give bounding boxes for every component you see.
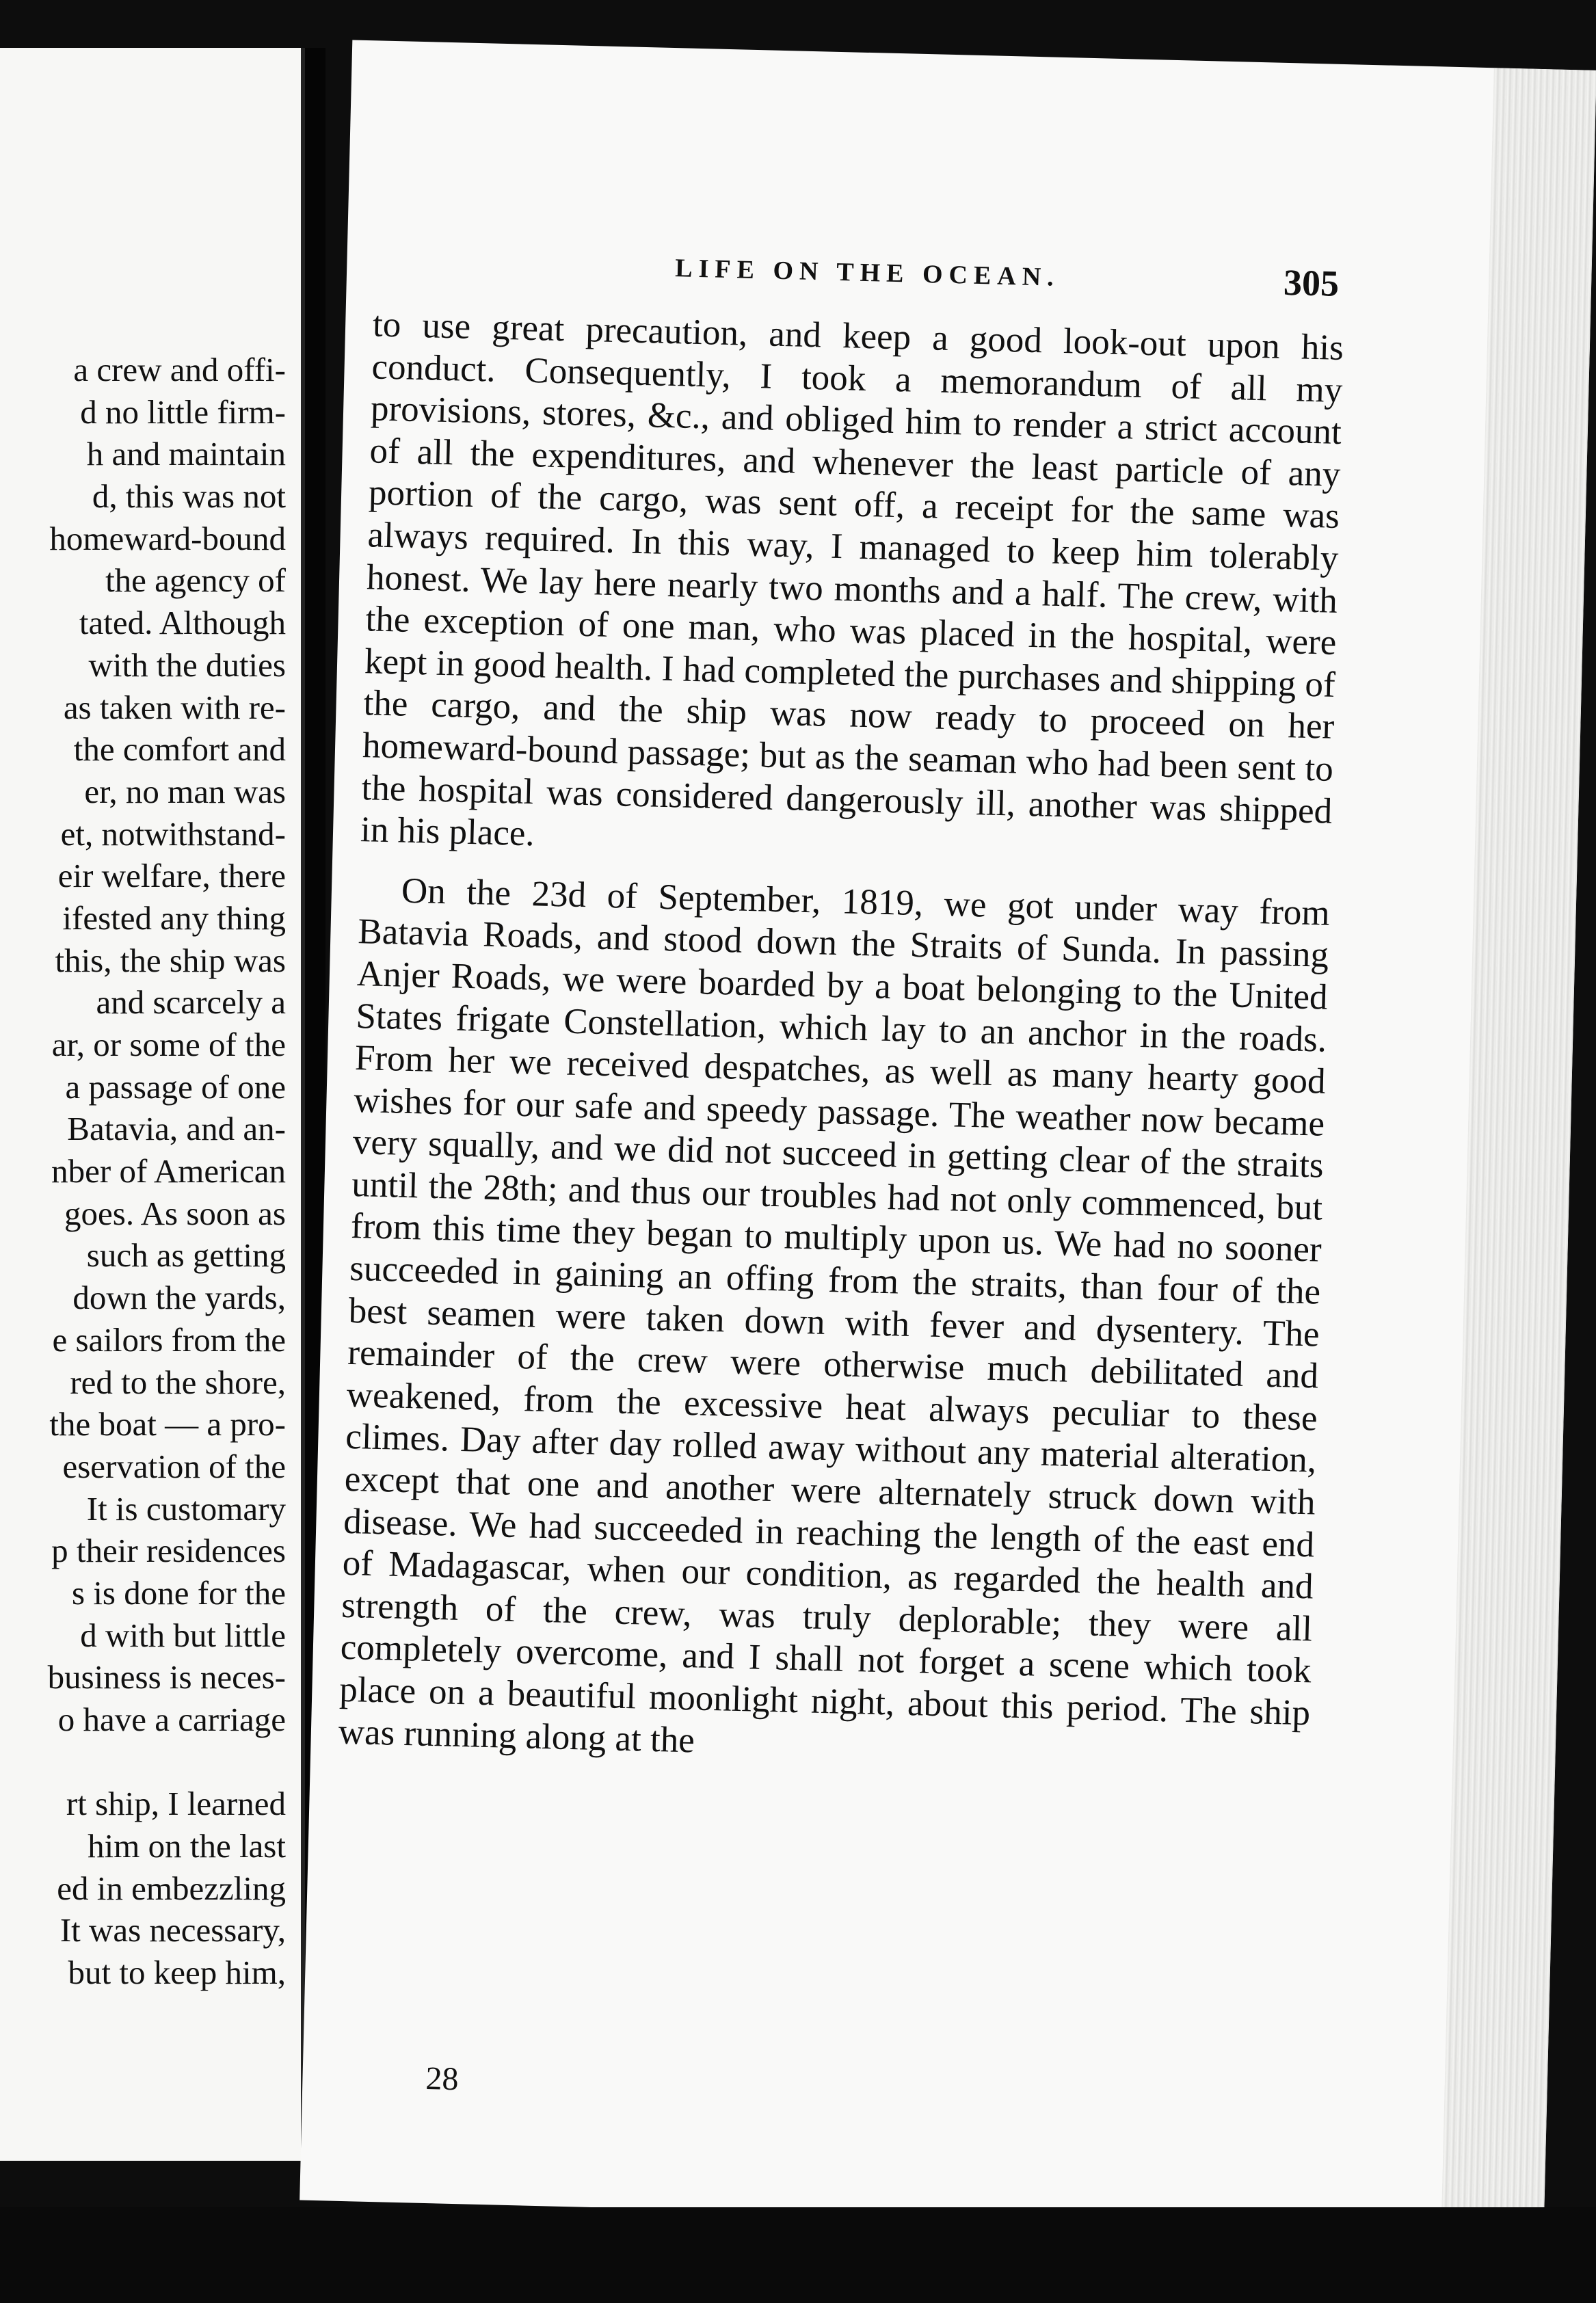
left-page-line: It is customary xyxy=(86,1489,286,1528)
left-page-line: and scarcely a xyxy=(96,983,286,1022)
left-page-line: o have a carriage xyxy=(57,1701,286,1738)
left-page-line: nber of American xyxy=(51,1152,286,1190)
left-page-line: d with but little xyxy=(80,1616,286,1654)
page-edge xyxy=(1441,68,1596,2231)
left-page-line: the comfort and xyxy=(73,730,286,769)
left-page-line: ifested any thing xyxy=(62,898,286,937)
left-page-line: er, no man was xyxy=(84,772,286,810)
left-page-line: business is neces- xyxy=(47,1658,286,1696)
left-page-line: ar, or some of the xyxy=(51,1026,286,1063)
left-page-line: et, notwithstand- xyxy=(60,814,286,853)
left-page-line: eservation of the xyxy=(62,1447,286,1485)
bottom-shadow xyxy=(0,2207,1596,2303)
left-page-line: but to keep him, xyxy=(68,1954,286,1992)
left-page-line: It was necessary, xyxy=(59,1911,286,1949)
left-page-line: with the duties xyxy=(88,645,286,684)
left-page-line: tated. Although xyxy=(79,604,286,642)
running-head: LIFE ON THE OCEAN. xyxy=(674,254,1061,292)
left-page-line: rt ship, I learned xyxy=(66,1785,286,1823)
left-page-line: him on the last xyxy=(88,1827,286,1865)
paragraph: On the 23d of September, 1819, we got under way from Batavia Roads, and stood down the Straits of Sunda. In passing Anjer Roads, we were boarded by a boat belonging to the United States frigate Constellation, which lay to an anchor in the roads. From her we received despatches, as well as many hearty good wishes for our safe and speedy passage. The weather now became very squally, and we did not succeed in getting clear of the straits until the 28th; and thus our troubles had not only commenced, but from this time they began to multiply upon us. We had no sooner succeeded in gaining an offing from the straits, than four of the best seamen were taken down with fever and dysentery. The remainder of the crew were otherwise much debilitated and weakened, from the excessive heat always peculiar to these climes. Day after day rolled away without any material alteration, except that one and another were alternately struck down with disease. We had succeeded in reaching the length of the east end of Madagascar, when our condition, as regarded the health and strength of the crew, was truly deplorable; they were all completely overcome, and I shall not forget a scene which took place on a beautiful moonlight night, about this period. The ship was running along at the xyxy=(338,870,1331,1761)
left-page-line: ed in embezzling xyxy=(57,1869,286,1907)
left-page-line: h and maintain xyxy=(86,435,286,473)
left-page-line: down the yards, xyxy=(72,1279,286,1317)
paragraph: to use great precaution, and keep a good look-out upon his conduct. Consequently, I took a memorandum of all my provisions, stores, &c., and obliged him to render a strict account of all the expenditures, and whenever the least particle of any portion of the cargo, was sent off, a receipt for the same was always required. In this way, I managed to keep him tolerably honest. We lay here nearly two months and a half. The crew, with the exception of one man, who was placed in the hospital, were kept in good health. I had completed the purchases and shipping of the cargo, and the ship was now ready to proceed on her homeward-bound passage; but as the seaman who had been sent to the hospital was considered dangerously ill, another was shipped in his place. xyxy=(360,304,1344,854)
left-page-line: a crew and offi- xyxy=(73,351,286,388)
left-page-line: the agency of xyxy=(105,561,286,600)
left-page-line: p their residences xyxy=(51,1532,286,1570)
left-page-line: eir welfare, there xyxy=(57,857,286,895)
left-page-line: goes. As soon as xyxy=(64,1194,286,1232)
right-page xyxy=(300,40,1596,2231)
left-page-line: d, this was not xyxy=(92,477,286,516)
left-page-line: as taken with re- xyxy=(63,688,286,726)
left-page-line xyxy=(48,1741,286,1783)
left-page-line: homeward-bound xyxy=(49,519,286,557)
left-page-line: the boat — a pro- xyxy=(49,1405,286,1443)
left-page-line: a passage of one xyxy=(65,1067,286,1106)
page-number: 305 xyxy=(1283,261,1340,304)
left-page-line: s is done for the xyxy=(72,1573,286,1612)
left-page-line: such as getting xyxy=(86,1236,286,1275)
left-page-line: d no little firm- xyxy=(80,392,286,431)
left-page xyxy=(0,48,305,2161)
left-page-line: red to the shore, xyxy=(70,1363,286,1401)
left-page-text xyxy=(48,349,286,1994)
signature-mark: 28 xyxy=(425,2060,460,2098)
left-page-line: Batavia, and an- xyxy=(67,1110,286,1148)
body-text xyxy=(338,304,1344,1776)
left-page-line: this, the ship was xyxy=(55,941,286,979)
left-page-line: e sailors from the xyxy=(52,1320,286,1359)
